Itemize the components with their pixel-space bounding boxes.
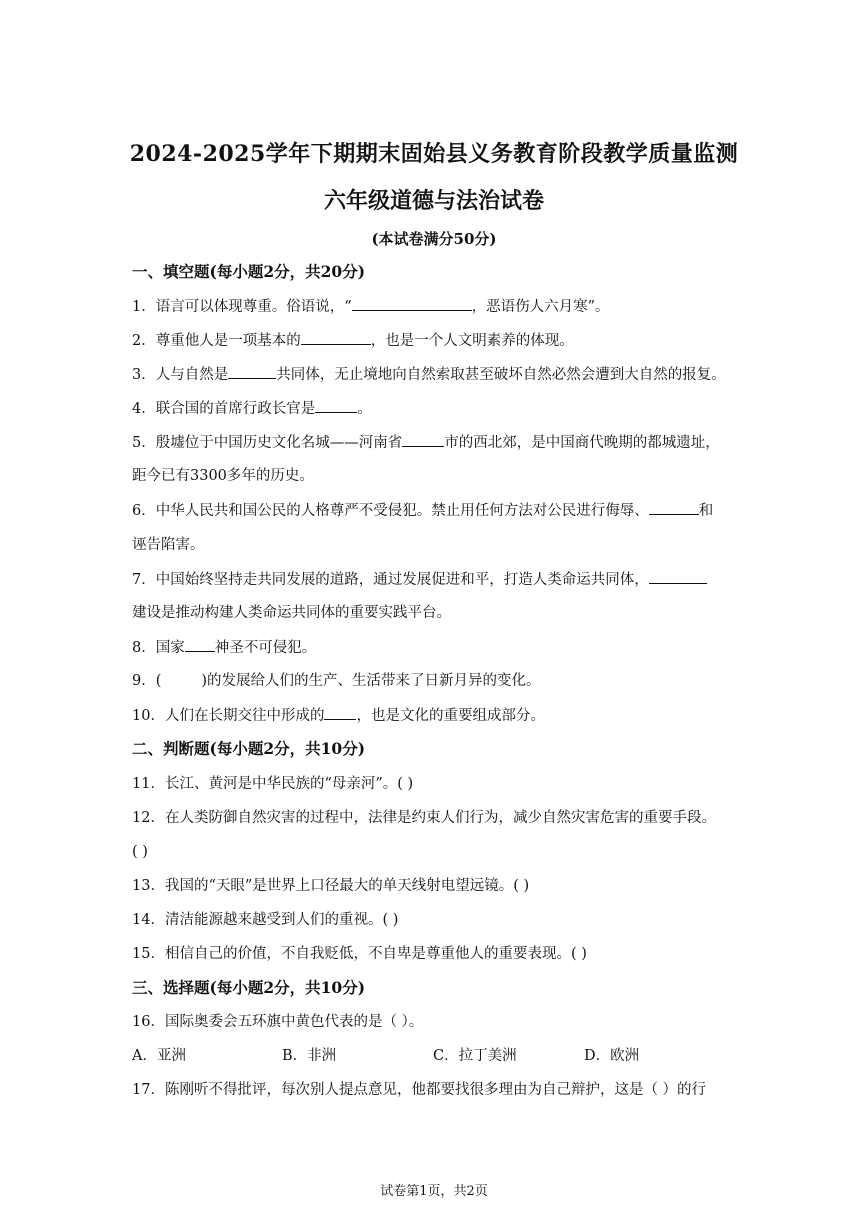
question-2: 2．尊重他人是一项基本的 ，也是一个人文明素养的体现。: [132, 330, 574, 351]
page-footer: 试卷第1页，共2页: [380, 1184, 488, 1199]
question-16: 16．国际奥委会五环旗中黄色代表的是（ ）。: [132, 1014, 424, 1030]
answer-blank: [352, 296, 472, 311]
question-6: 6．中华人民共和国公民的人格尊严不受侵犯。禁止用任何方法对公民进行侮辱、 和: [132, 500, 713, 521]
answer-blank: [649, 569, 707, 584]
question-5: 5．殷墟位于中国历史文化名城——河南省 市的西北郊，是中国商代晚期的都城遗址，: [132, 432, 720, 453]
answer-blank: [324, 705, 356, 720]
score-note: (本试卷满分50分): [371, 230, 497, 248]
section3-heading: 三、选择题(每小题2分，共10分): [132, 978, 366, 997]
question-7: 7．中国始终坚持走共同发展的道路，通过发展促进和平，打造人类命运共同体，: [132, 569, 707, 590]
option-d: D．欧洲: [584, 1048, 640, 1064]
exam-subtitle: 六年级道德与法治试卷: [323, 188, 544, 214]
question-17: 17．陈刚听不得批评，每次别人提点意见，他都要找很多理由为自己辩护，这是（ ）的行: [132, 1082, 707, 1098]
question-12-cont: ( ): [132, 844, 148, 860]
section1-heading: 一、填空题(每小题2分，共20分): [132, 262, 366, 281]
question-14: 14．清洁能源越来越受到人们的重视。( ): [132, 912, 399, 928]
option-a: A．亚洲: [132, 1048, 186, 1064]
question-5-cont: 距今已有3300多年的历史。: [132, 468, 314, 484]
question-12: 12．在人类防御自然灾害的过程中，法律是约束人们行为，减少自然灾害危害的重要手段。: [132, 810, 716, 826]
question-9: 9．( )的发展给人们的生产、生活带来了日新月异的变化。: [132, 673, 541, 689]
answer-blank: [301, 330, 371, 345]
exam-title: 2024-2025学年下期期末固始县义务教育阶段教学质量监测: [129, 141, 739, 167]
option-c: C．拉丁美洲: [433, 1048, 517, 1064]
question-1: 1．语言可以体现尊重。俗语说，“ ，恶语伤人六月寒”。: [132, 296, 610, 317]
answer-blank: [402, 432, 444, 447]
question-8: 8．国家 神圣不可侵犯。: [132, 637, 316, 658]
question-11: 11．长江、黄河是中华民族的“母亲河”。( ): [132, 776, 414, 792]
question-15: 15．相信自己的价值，不自我贬低，不自卑是尊重他人的重要表现。( ): [132, 946, 587, 962]
answer-blank: [315, 398, 357, 413]
question-10: 10．人们在长期交往中形成的 ，也是文化的重要组成部分。: [132, 705, 545, 726]
question-7-cont: 建设是推动构建人类命运共同体的重要实践平台。: [132, 605, 451, 621]
option-b: B．非洲: [282, 1048, 337, 1064]
question-13: 13．我国的“天眼”是世界上口径最大的单天线射电望远镜。( ): [132, 878, 530, 894]
question-4: 4．联合国的首席行政长官是 。: [132, 398, 372, 419]
answer-blank: [649, 500, 699, 515]
answer-blank: [228, 364, 276, 379]
question-6-cont: 诬告陷害。: [132, 537, 205, 553]
answer-blank: [185, 637, 215, 652]
section2-heading: 二、判断题(每小题2分，共10分): [132, 739, 366, 758]
question-3: 3．人与自然是 共同体，无止境地向自然索取甚至破坏自然必然会遭到大自然的报复。: [132, 364, 726, 385]
